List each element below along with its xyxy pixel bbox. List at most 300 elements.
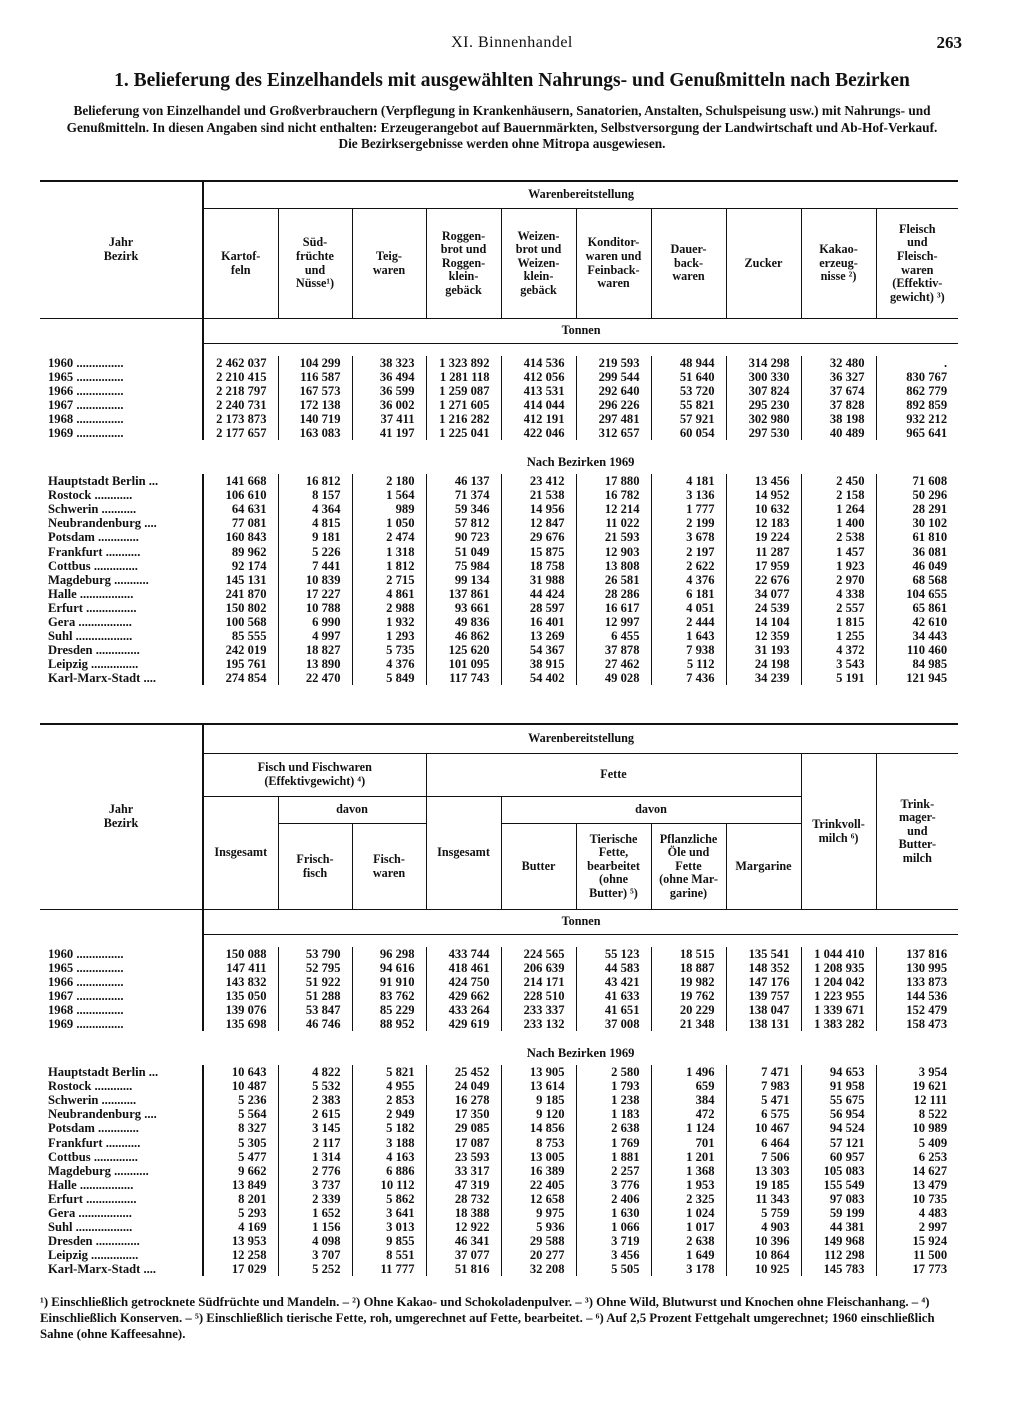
- table-row: [40, 587, 958, 601]
- table-cell: 41 633: [576, 989, 651, 1003]
- table-cell: 13 849: [203, 1178, 278, 1192]
- table-cell: 1 777: [651, 502, 726, 516]
- table-cell: 5 759: [726, 1206, 801, 1220]
- table-cell: 140 719: [278, 412, 352, 426]
- table-cell: 701: [651, 1136, 726, 1150]
- table-row: [40, 1234, 958, 1248]
- table-cell: 3 678: [651, 530, 726, 544]
- col-header-dauerbackwaren: Dauer- back- waren: [651, 209, 726, 319]
- row-label: 1967 ...............: [48, 397, 124, 412]
- table-cell: 892 859: [876, 398, 958, 412]
- table-cell: 47 319: [426, 1178, 501, 1192]
- table-cell: 2 988: [352, 601, 426, 615]
- table-row: [40, 1065, 958, 1079]
- row-label: Magdeburg ...........: [48, 572, 149, 587]
- table-cell: 94 616: [352, 961, 426, 975]
- table-cell: 830 767: [876, 370, 958, 384]
- table-cell: 12 997: [576, 615, 651, 629]
- table-cell: 17 029: [203, 1262, 278, 1276]
- table-cell: 65 861: [876, 601, 958, 615]
- table-cell: 2 450: [801, 474, 876, 488]
- row-label: 1967 ...............: [48, 988, 124, 1003]
- row-label: 1960 ...............: [48, 946, 124, 961]
- table-cell: 12 258: [203, 1248, 278, 1262]
- table-cell: 4 372: [801, 643, 876, 657]
- table-cell: 7 471: [726, 1065, 801, 1079]
- table-cell: 5 409: [876, 1136, 958, 1150]
- table-cell: 94 524: [801, 1121, 876, 1135]
- table-cell: 135 541: [726, 947, 801, 961]
- row-label: Cottbus ..............: [48, 1149, 138, 1164]
- table-cell: 51 922: [278, 975, 352, 989]
- table-cell: 53 847: [278, 1003, 352, 1017]
- table-cell: 18 827: [278, 643, 352, 657]
- table-cell: 8 157: [278, 488, 352, 502]
- table-cell: 7 441: [278, 559, 352, 573]
- table-cell: 424 750: [426, 975, 501, 989]
- table-cell: 44 381: [801, 1220, 876, 1234]
- table-cell: 1 050: [352, 516, 426, 530]
- table-cell: 16 389: [501, 1164, 576, 1178]
- table-cell: 34 077: [726, 587, 801, 601]
- stub-header: Jahr Bezirk: [103, 235, 139, 263]
- col-header-fleisch: Fleisch und Fleisch- waren (Effektiv- gewicht) ³): [876, 209, 958, 319]
- table-cell: 1 156: [278, 1220, 352, 1234]
- table-cell: 139 076: [203, 1003, 278, 1017]
- table-cell: 27 462: [576, 657, 651, 671]
- table-cell: 3 456: [576, 1248, 651, 1262]
- row-label: 1960 ...............: [48, 355, 124, 370]
- table-row: [40, 615, 958, 629]
- table-cell: 160 843: [203, 530, 278, 544]
- table-row: [40, 657, 958, 671]
- table-cell: 2 210 415: [203, 370, 278, 384]
- table-cell: 59 199: [801, 1206, 876, 1220]
- table-cell: 15 924: [876, 1234, 958, 1248]
- table-cell: 422 046: [501, 426, 576, 440]
- col-header-trinkmagermilch: Trink- mager- und Butter- milch: [876, 754, 958, 910]
- table-cell: 5 182: [352, 1121, 426, 1135]
- table-cell: 16 278: [426, 1093, 501, 1107]
- table-cell: 93 661: [426, 601, 501, 615]
- table-cell: 71 374: [426, 488, 501, 502]
- row-label: Frankfurt ...........: [48, 544, 141, 559]
- table-cell: 2 444: [651, 615, 726, 629]
- table-cell: 4 955: [352, 1079, 426, 1093]
- table-fish-fats-milk: [40, 723, 958, 1276]
- table-cell: 2 173 873: [203, 412, 278, 426]
- table-cell: 19 224: [726, 530, 801, 544]
- table-cell: 9 120: [501, 1107, 576, 1121]
- table-cell: 8 327: [203, 1121, 278, 1135]
- page-number: 263: [936, 33, 962, 52]
- table-cell: 2 776: [278, 1164, 352, 1178]
- table-cell: 1 812: [352, 559, 426, 573]
- row-label: Cottbus ..............: [48, 558, 138, 573]
- col-header-zucker: Zucker: [726, 209, 801, 319]
- table-row: [40, 502, 958, 516]
- row-label: Potsdam .............: [48, 1121, 139, 1136]
- table-cell: 137 861: [426, 587, 501, 601]
- footnotes: [40, 1294, 964, 1342]
- table-cell: 71 608: [876, 474, 958, 488]
- table-cell: 23 593: [426, 1150, 501, 1164]
- unit-header: Tonnen: [203, 319, 958, 344]
- table-cell: 13 890: [278, 657, 352, 671]
- table-cell: 297 530: [726, 426, 801, 440]
- table-cell: 49 836: [426, 615, 501, 629]
- table-cell: 1 923: [801, 559, 876, 573]
- table-cell: 10 989: [876, 1121, 958, 1135]
- row-label: Suhl ..................: [48, 1220, 133, 1235]
- table-cell: 5 293: [203, 1206, 278, 1220]
- table-cell: 22 470: [278, 671, 352, 685]
- table-cell: 14 104: [726, 615, 801, 629]
- table-cell: 18 515: [651, 947, 726, 961]
- table-cell: 6 253: [876, 1150, 958, 1164]
- col-header-konditorwaren: Konditor- waren und Feinback- waren: [576, 209, 651, 319]
- table-cell: 25 452: [426, 1065, 501, 1079]
- table-cell: 412 056: [501, 370, 576, 384]
- table-row: [40, 1150, 958, 1164]
- table-cell: 2 715: [352, 573, 426, 587]
- table-cell: 28 732: [426, 1192, 501, 1206]
- row-label: Neubrandenburg ....: [48, 1107, 157, 1122]
- table-cell: 26 581: [576, 573, 651, 587]
- table-cell: 1 932: [352, 615, 426, 629]
- table-cell: 5 305: [203, 1136, 278, 1150]
- table-cell: 32 208: [501, 1262, 576, 1276]
- table-cell: 36 002: [352, 398, 426, 412]
- table-cell: 1 793: [576, 1079, 651, 1093]
- table-cell: 6 455: [576, 629, 651, 643]
- table-cell: 4 861: [352, 587, 426, 601]
- col-header-kartoffeln: Kartof- feln: [203, 209, 278, 319]
- table-cell: 37 008: [576, 1017, 651, 1031]
- row-label: Gera .................: [48, 615, 132, 630]
- table-row: [40, 1192, 958, 1206]
- table-cell: 53 790: [278, 947, 352, 961]
- table-cell: 44 583: [576, 961, 651, 975]
- row-label: Frankfurt ...........: [48, 1135, 141, 1150]
- table-cell: 85 229: [352, 1003, 426, 1017]
- table-cell: 9 185: [501, 1093, 576, 1107]
- table-cell: 105 083: [801, 1164, 876, 1178]
- table-cell: 1 024: [651, 1206, 726, 1220]
- col-header-pflanzliche-oele: Pflanzliche Öle und Fette (ohne Mar- garine): [651, 824, 726, 910]
- table-cell: 4 997: [278, 629, 352, 643]
- table-cell: 5 252: [278, 1262, 352, 1276]
- table-cell: 12 111: [876, 1093, 958, 1107]
- table-cell: 2 638: [651, 1234, 726, 1248]
- col-header-kakao: Kakao- erzeug- nisse ²): [801, 209, 876, 319]
- col-header-fats-total: Insgesamt: [426, 797, 501, 910]
- row-label: Hauptstadt Berlin ...: [48, 1065, 159, 1080]
- table-cell: 23 412: [501, 474, 576, 488]
- table-cell: 13 905: [501, 1065, 576, 1079]
- table-cell: 1 238: [576, 1093, 651, 1107]
- table-cell: 36 327: [801, 370, 876, 384]
- table-cell: 4 181: [651, 474, 726, 488]
- table-cell: 150 088: [203, 947, 278, 961]
- table-cell: 7 983: [726, 1079, 801, 1093]
- table-cell: 112 298: [801, 1248, 876, 1262]
- table-cell: 135 698: [203, 1017, 278, 1031]
- table-cell: 101 095: [426, 657, 501, 671]
- table-cell: 12 922: [426, 1220, 501, 1234]
- table-cell: 52 795: [278, 961, 352, 975]
- table-cell: 43 421: [576, 975, 651, 989]
- row-label: Leipzig ...............: [48, 657, 139, 672]
- row-label: Rostock ............: [48, 1079, 133, 1094]
- unit-header: Tonnen: [203, 910, 958, 935]
- table-cell: 55 675: [801, 1093, 876, 1107]
- table-row: [40, 384, 958, 398]
- table-cell: 1 769: [576, 1136, 651, 1150]
- table-cell: 1 204 042: [801, 975, 876, 989]
- table-cell: 42 610: [876, 615, 958, 629]
- table-cell: 11 022: [576, 516, 651, 530]
- table-cell: 10 864: [726, 1248, 801, 1262]
- table-cell: 3 954: [876, 1065, 958, 1079]
- table-cell: 3 737: [278, 1178, 352, 1192]
- table-cell: 6 886: [352, 1164, 426, 1178]
- table-cell: 2 199: [651, 516, 726, 530]
- table-cell: 14 952: [726, 488, 801, 502]
- row-label: 1966 ...............: [48, 974, 124, 989]
- table-cell: 13 479: [876, 1178, 958, 1192]
- table-cell: 138 131: [726, 1017, 801, 1031]
- table-cell: 137 816: [876, 947, 958, 961]
- table-cell: 5 236: [203, 1093, 278, 1107]
- table-cell: 54 367: [501, 643, 576, 657]
- table-cell: 37 077: [426, 1248, 501, 1262]
- group-header: Warenbereitstellung: [203, 181, 958, 209]
- table-cell: 1 124: [651, 1121, 726, 1135]
- table-cell: 4 364: [278, 502, 352, 516]
- table-cell: 90 723: [426, 530, 501, 544]
- table-cell: 233 337: [501, 1003, 576, 1017]
- table-cell: 3 178: [651, 1262, 726, 1276]
- table-cell: 2 997: [876, 1220, 958, 1234]
- table-cell: 64 631: [203, 502, 278, 516]
- table-cell: 2 325: [651, 1192, 726, 1206]
- table-cell: 110 460: [876, 643, 958, 657]
- table-cell: 13 808: [576, 559, 651, 573]
- table-cell: 989: [352, 502, 426, 516]
- table-cell: 148 352: [726, 961, 801, 975]
- table-cell: 19 185: [726, 1178, 801, 1192]
- table-cell: 2 117: [278, 1136, 352, 1150]
- table-cell: 2 158: [801, 488, 876, 502]
- table-cell: 10 487: [203, 1079, 278, 1093]
- col-header-tierische-fette: Tierische Fette, bearbeitet (ohne Butter) ⁵): [576, 824, 651, 910]
- table-cell: 302 980: [726, 412, 801, 426]
- table-cell: 10 396: [726, 1234, 801, 1248]
- table-cell: 141 668: [203, 474, 278, 488]
- table-cell: 7 938: [651, 643, 726, 657]
- table-cell: 195 761: [203, 657, 278, 671]
- table-cell: 28 286: [576, 587, 651, 601]
- table-cell: 1 255: [801, 629, 876, 643]
- col-header-trinkvollmilch: Trinkvoll- milch ⁶): [801, 754, 876, 910]
- table-cell: 2 580: [576, 1065, 651, 1079]
- fats-group-header: Fette: [426, 754, 801, 797]
- row-label: Gera .................: [48, 1206, 132, 1221]
- table-cell: 37 878: [576, 643, 651, 657]
- footnote: ¹) Einschließlich getrocknete Südfrüchte und Mandeln. – ²) Ohne Kakao- und Schokoladenpulver. – ³) Ohne Wild, Blutwurst und Knochen ohne Fleischanhang. – ⁴) Einschließlich Konserven. – ⁵) Einschließlich tierische Fette, roh, umgerechnet auf Fette, bearbeitet. – ⁶) Auf 2,5 Prozent Fettgehalt umgerechnet; 1960 einschließlich Sahne (ohne Kaffeesahne).: [40, 1295, 935, 1341]
- table-cell: 1 318: [352, 545, 426, 559]
- table-cell: 1 652: [278, 1206, 352, 1220]
- table-cell: 32 480: [801, 356, 876, 370]
- table-cell: 31 988: [501, 573, 576, 587]
- table-cell: 4 822: [278, 1065, 352, 1079]
- table-cell: 9 855: [352, 1234, 426, 1248]
- table-cell: 56 954: [801, 1107, 876, 1121]
- table-cell: 429 619: [426, 1017, 501, 1031]
- table-cell: 312 657: [576, 426, 651, 440]
- table-cell: 1 815: [801, 615, 876, 629]
- table-cell: 4 903: [726, 1220, 801, 1234]
- table-cell: 233 132: [501, 1017, 576, 1031]
- table-cell: 17 773: [876, 1262, 958, 1276]
- table-cell: 2 474: [352, 530, 426, 544]
- row-label: Erfurt ................: [48, 600, 137, 615]
- fish-davon-header: davon: [278, 797, 426, 824]
- row-label: 1965 ...............: [48, 960, 124, 975]
- table-cell: 2 218 797: [203, 384, 278, 398]
- table-cell: 8 522: [876, 1107, 958, 1121]
- section-header: Nach Bezirken 1969: [526, 455, 635, 470]
- table-cell: 133 873: [876, 975, 958, 989]
- table-cell: 295 230: [726, 398, 801, 412]
- table-cell: 89 962: [203, 545, 278, 559]
- col-header-teigwaren: Teig- waren: [352, 209, 426, 319]
- table-cell: 155 549: [801, 1178, 876, 1192]
- table-row: [40, 1262, 958, 1276]
- table-cell: 163 083: [278, 426, 352, 440]
- row-label: Halle .................: [48, 586, 134, 601]
- table-cell: 22 405: [501, 1178, 576, 1192]
- table-cell: 19 762: [651, 989, 726, 1003]
- table-cell: 7 506: [726, 1150, 801, 1164]
- table-cell: 77 081: [203, 516, 278, 530]
- table-cell: 3 188: [352, 1136, 426, 1150]
- table-cell: 37 411: [352, 412, 426, 426]
- table-cell: 10 467: [726, 1121, 801, 1135]
- table-cell: 6 464: [726, 1136, 801, 1150]
- table-cell: 1 457: [801, 545, 876, 559]
- table-cell: 17 959: [726, 559, 801, 573]
- table-cell: 60 957: [801, 1150, 876, 1164]
- table-row: [40, 1107, 958, 1121]
- table-cell: 51 049: [426, 545, 501, 559]
- table-cell: 10 925: [726, 1262, 801, 1276]
- table-cell: 10 735: [876, 1192, 958, 1206]
- table-cell: 13 456: [726, 474, 801, 488]
- table-cell: 12 847: [501, 516, 576, 530]
- table-cell: 54 402: [501, 671, 576, 685]
- table-row: [40, 545, 958, 559]
- table-cell: 2 240 731: [203, 398, 278, 412]
- table-cell: 37 674: [801, 384, 876, 398]
- table-cell: 1 201: [651, 1150, 726, 1164]
- table-cell: 61 810: [876, 530, 958, 544]
- table-row: [40, 1136, 958, 1150]
- row-label: 1966 ...............: [48, 383, 124, 398]
- table-cell: 24 539: [726, 601, 801, 615]
- table-cell: 18 887: [651, 961, 726, 975]
- table-cell: 412 191: [501, 412, 576, 426]
- table-cell: 139 757: [726, 989, 801, 1003]
- table-cell: 83 762: [352, 989, 426, 1003]
- table-cell: 3 136: [651, 488, 726, 502]
- table-cell: 414 044: [501, 398, 576, 412]
- table-cell: 12 214: [576, 502, 651, 516]
- table-cell: 36 494: [352, 370, 426, 384]
- table-cell: 2 638: [576, 1121, 651, 1135]
- table-cell: 2 853: [352, 1093, 426, 1107]
- table-cell: 38 323: [352, 356, 426, 370]
- table-cell: 2 383: [278, 1093, 352, 1107]
- col-header-butter: Butter: [501, 824, 576, 910]
- table-bakery-meat: [40, 180, 958, 685]
- table-cell: 1 368: [651, 1164, 726, 1178]
- table-cell: 12 658: [501, 1192, 576, 1206]
- table-cell: 3 543: [801, 657, 876, 671]
- table-cell: 144 536: [876, 989, 958, 1003]
- col-header-roggenbrot: Roggen- brot und Roggen- klein- gebäck: [426, 209, 501, 319]
- table-cell: 5 505: [576, 1262, 651, 1276]
- table-cell: 2 557: [801, 601, 876, 615]
- table-cell: 1 281 118: [426, 370, 501, 384]
- table-cell: 4 098: [278, 1234, 352, 1248]
- col-header-margarine: Margarine: [726, 824, 801, 910]
- table-row: [40, 643, 958, 657]
- table-cell: 1 264: [801, 502, 876, 516]
- table-cell: 18 758: [501, 559, 576, 573]
- table-cell: 59 346: [426, 502, 501, 516]
- table-cell: 5 936: [501, 1220, 576, 1234]
- table-cell: 41 651: [576, 1003, 651, 1017]
- table-row: [40, 398, 958, 412]
- table-cell: 965 641: [876, 426, 958, 440]
- table-cell: 9 181: [278, 530, 352, 544]
- table-cell: 10 112: [352, 1178, 426, 1192]
- table-cell: 28 291: [876, 502, 958, 516]
- col-header-fish-total: Insgesamt: [203, 797, 278, 910]
- row-label: 1968 ...............: [48, 1002, 124, 1017]
- table-cell: 414 536: [501, 356, 576, 370]
- table-cell: 34 239: [726, 671, 801, 685]
- col-header-suedfruechte: Süd- früchte und Nüsse¹): [278, 209, 352, 319]
- table-cell: 1 323 892: [426, 356, 501, 370]
- table-cell: 5 532: [278, 1079, 352, 1093]
- table-cell: 296 226: [576, 398, 651, 412]
- table-cell: 1 216 282: [426, 412, 501, 426]
- table-cell: 5 112: [651, 657, 726, 671]
- table-cell: 6 990: [278, 615, 352, 629]
- table-cell: 51 640: [651, 370, 726, 384]
- table-row: [40, 1248, 958, 1262]
- table-cell: 5 735: [352, 643, 426, 657]
- table-row: [40, 975, 958, 989]
- table-cell: 8 551: [352, 1248, 426, 1262]
- table-cell: 2 180: [352, 474, 426, 488]
- row-label: 1969 ...............: [48, 1017, 124, 1032]
- table-row: [40, 488, 958, 502]
- table-cell: 15 875: [501, 545, 576, 559]
